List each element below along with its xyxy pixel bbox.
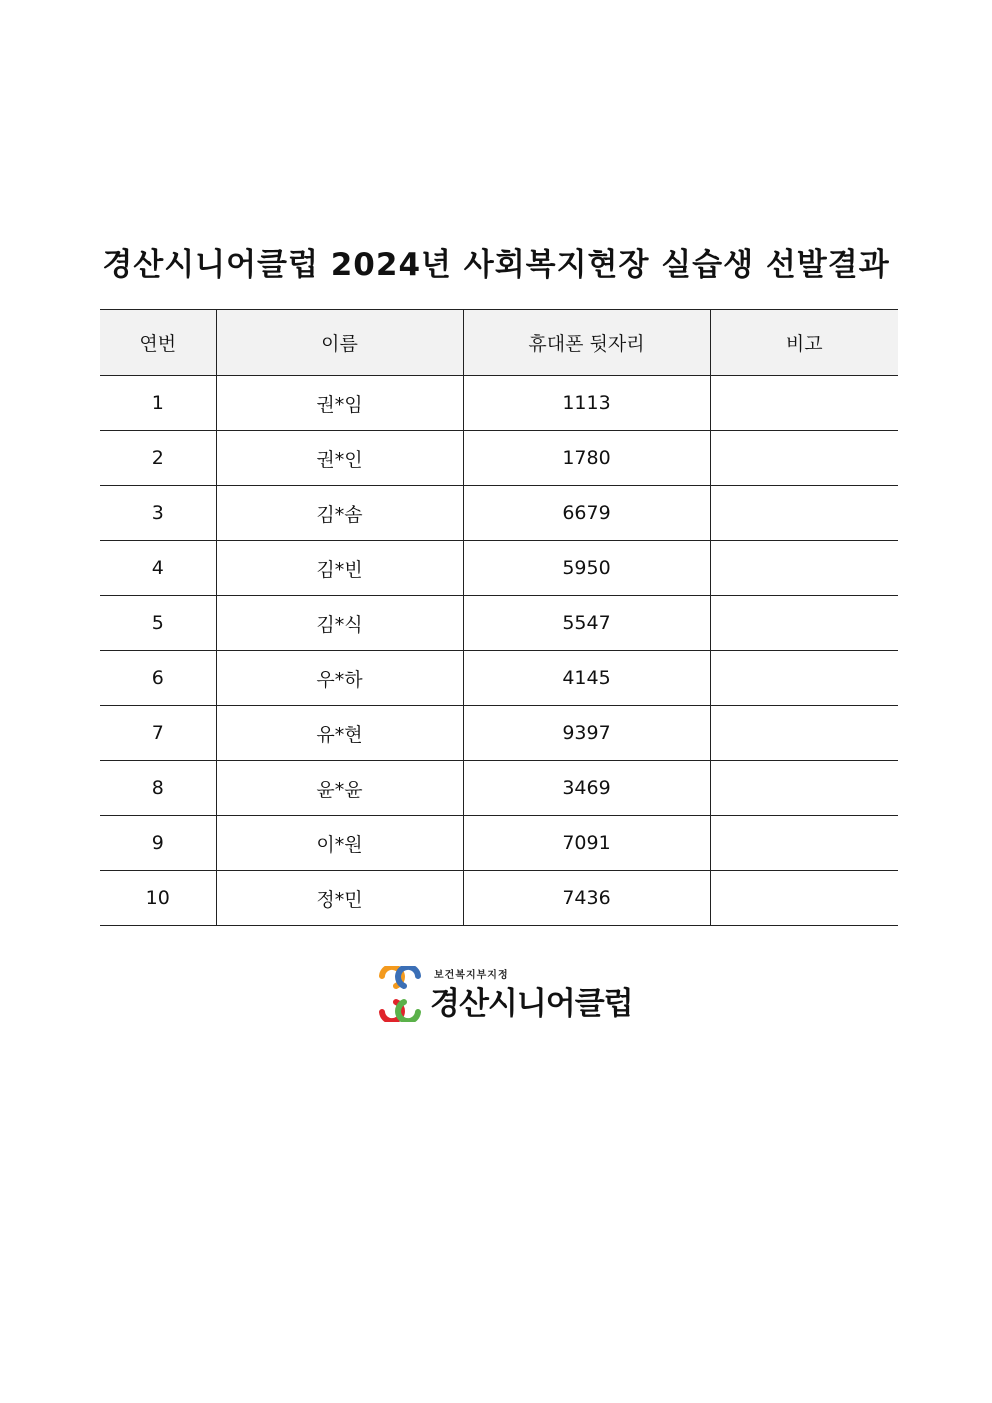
- logo-petal-green: [398, 1002, 418, 1021]
- row-phone: 6679: [463, 486, 710, 541]
- row-phone: 5950: [463, 541, 710, 596]
- row-name: 김*식: [216, 596, 463, 651]
- row-phone: 5547: [463, 596, 710, 651]
- row-number: 1: [100, 376, 216, 431]
- table-row: [100, 541, 898, 596]
- table-row: [100, 761, 898, 816]
- row-phone: 1780: [463, 431, 710, 486]
- row-note: [710, 376, 898, 431]
- logo-name: 경산시니어클럽: [430, 986, 633, 1022]
- table-row: [100, 431, 898, 486]
- row-name: 우*하: [216, 651, 463, 706]
- row-number: 5: [100, 596, 216, 651]
- row-number: 6: [100, 651, 216, 706]
- table-row: [100, 706, 898, 761]
- row-number: 4: [100, 541, 216, 596]
- row-phone: 3469: [463, 761, 710, 816]
- table-row: [100, 376, 898, 431]
- clover-logo-icon: [372, 966, 428, 1022]
- logo-petal-blue: [398, 967, 418, 986]
- document-title: 경산시니어클럽 2024년 사회복지현장 실습생 선발결과: [102, 247, 890, 283]
- table-header-row: [100, 310, 898, 376]
- row-number: 7: [100, 706, 216, 761]
- table-row: [100, 486, 898, 541]
- row-note: [710, 431, 898, 486]
- row-name: 이*원: [216, 816, 463, 871]
- row-name: 정*민: [216, 871, 463, 926]
- row-phone: 9397: [463, 706, 710, 761]
- row-phone: 7436: [463, 871, 710, 926]
- row-note: [710, 816, 898, 871]
- row-number: 8: [100, 761, 216, 816]
- row-note: [710, 541, 898, 596]
- row-note: [710, 651, 898, 706]
- header-name: 이름: [216, 310, 463, 376]
- organization-logo: [372, 962, 632, 1024]
- row-note: [710, 871, 898, 926]
- row-name: 권*임: [216, 376, 463, 431]
- row-number: 10: [100, 871, 216, 926]
- row-note: [710, 486, 898, 541]
- row-phone: 1113: [463, 376, 710, 431]
- row-note: [710, 706, 898, 761]
- row-name: 김*빈: [216, 541, 463, 596]
- row-note: [710, 596, 898, 651]
- row-number: 2: [100, 431, 216, 486]
- table-row: [100, 651, 898, 706]
- row-number: 9: [100, 816, 216, 871]
- row-phone: 7091: [463, 816, 710, 871]
- row-name: 김*솜: [216, 486, 463, 541]
- row-note: [710, 761, 898, 816]
- row-name: 권*인: [216, 431, 463, 486]
- header-phone-last-digits: 휴대폰 뒷자리: [463, 310, 710, 376]
- table-row: [100, 596, 898, 651]
- table-row: [100, 816, 898, 871]
- selection-result-table: [100, 309, 898, 926]
- row-phone: 4145: [463, 651, 710, 706]
- row-name: 유*현: [216, 706, 463, 761]
- header-number: 연번: [100, 310, 216, 376]
- table-row: [100, 871, 898, 926]
- row-name: 윤*윤: [216, 761, 463, 816]
- header-note: 비고: [710, 310, 898, 376]
- row-number: 3: [100, 486, 216, 541]
- logo-subtitle: 보건복지부지정: [434, 970, 509, 981]
